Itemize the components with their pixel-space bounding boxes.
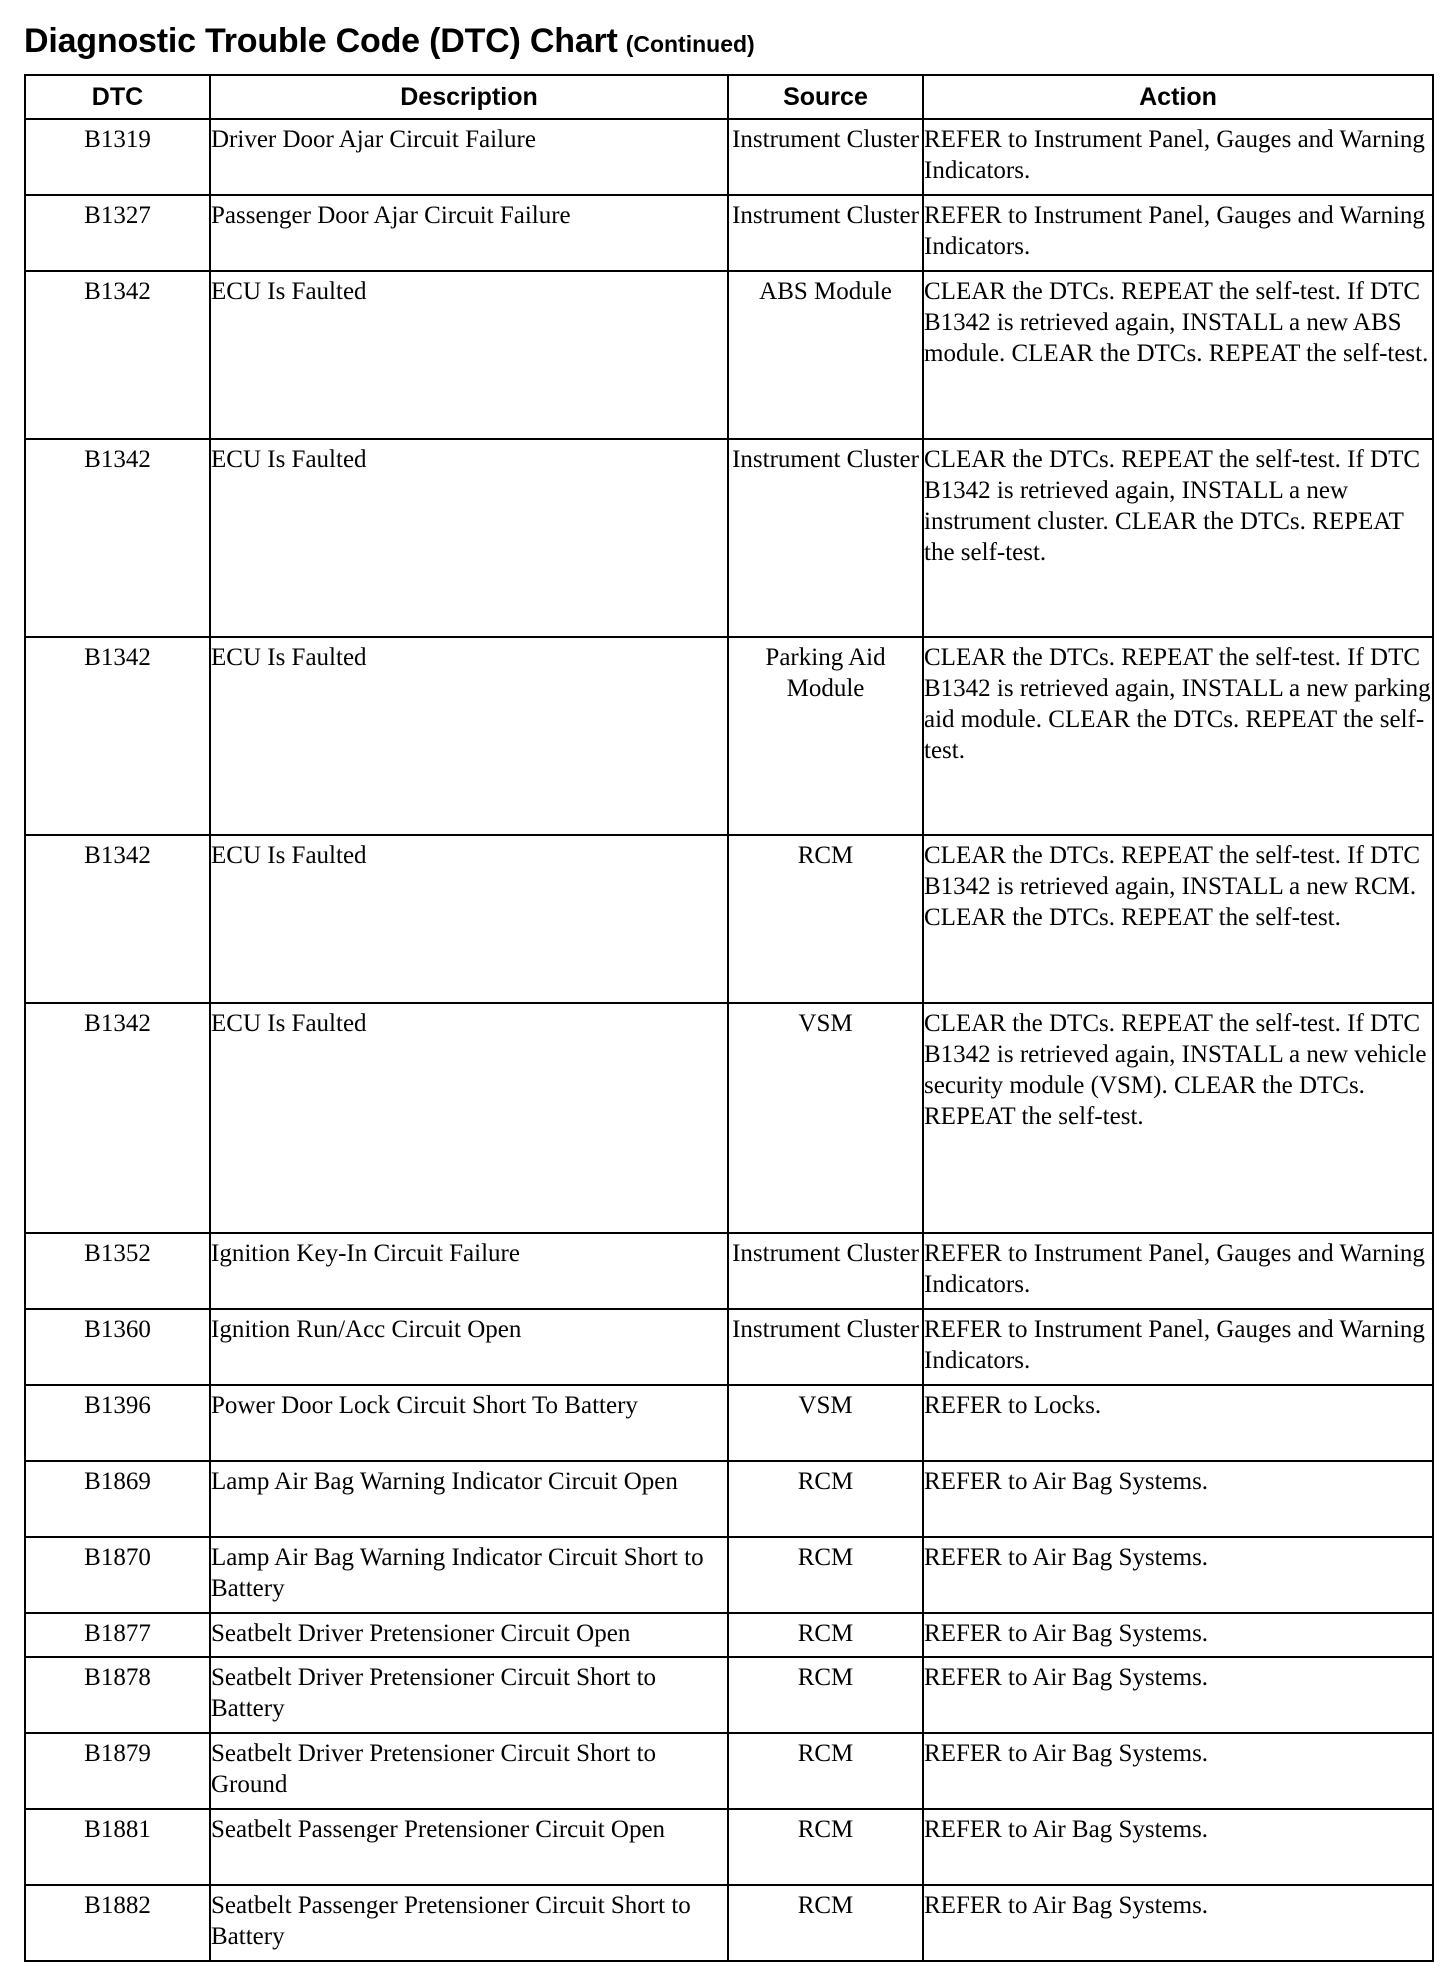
- action-cell: REFER to Air Bag Systems.: [923, 1537, 1433, 1613]
- action-cell: REFER to Locks.: [923, 1385, 1433, 1461]
- source-cell: Instrument Cluster: [728, 119, 923, 195]
- column-header-action: Action: [923, 75, 1433, 119]
- description-cell: ECU Is Faulted: [210, 835, 728, 1003]
- source-cell: Instrument Cluster: [728, 195, 923, 271]
- dtc-cell: B1342: [25, 439, 210, 637]
- dtc-cell: B1360: [25, 1309, 210, 1385]
- description-cell: ECU Is Faulted: [210, 1003, 728, 1233]
- description-cell: Driver Door Ajar Circuit Failure: [210, 119, 728, 195]
- description-cell: ECU Is Faulted: [210, 439, 728, 637]
- description-cell: Seatbelt Passenger Pretensioner Circuit Open: [210, 1809, 728, 1885]
- action-cell: REFER to Air Bag Systems.: [923, 1809, 1433, 1885]
- table-row: [25, 1613, 1433, 1657]
- column-header-source: Source: [728, 75, 923, 119]
- source-cell: RCM: [728, 1885, 923, 1961]
- table-row: [25, 1809, 1433, 1885]
- source-cell: Instrument Cluster: [728, 1309, 923, 1385]
- table-row: [25, 1309, 1433, 1385]
- action-cell: REFER to Air Bag Systems.: [923, 1885, 1433, 1961]
- description-cell: Ignition Run/Acc Circuit Open: [210, 1309, 728, 1385]
- table-row: [25, 195, 1433, 271]
- source-cell: RCM: [728, 1657, 923, 1733]
- dtc-cell: B1882: [25, 1885, 210, 1961]
- description-cell: Seatbelt Driver Pretensioner Circuit Short to Ground: [210, 1733, 728, 1809]
- action-cell: REFER to Air Bag Systems.: [923, 1613, 1433, 1657]
- table-row: [25, 271, 1433, 439]
- table-row: [25, 1885, 1433, 1961]
- dtc-cell: B1342: [25, 637, 210, 835]
- dtc-cell: B1342: [25, 271, 210, 439]
- table-row: [25, 1657, 1433, 1733]
- table-header-row: [25, 75, 1433, 119]
- source-cell: VSM: [728, 1385, 923, 1461]
- source-cell: Instrument Cluster: [728, 439, 923, 637]
- description-cell: Power Door Lock Circuit Short To Battery: [210, 1385, 728, 1461]
- dtc-cell: B1319: [25, 119, 210, 195]
- dtc-table: [24, 74, 1434, 1962]
- action-cell: CLEAR the DTCs. REPEAT the self-test. If DTC B1342 is retrieved again, INSTALL a new vehicle security module (VSM). CLEAR the DTCs. REPEAT the self-test.: [923, 1003, 1433, 1233]
- action-cell: CLEAR the DTCs. REPEAT the self-test. If DTC B1342 is retrieved again, INSTALL a new instrument cluster. CLEAR the DTCs. REPEAT the self-test.: [923, 439, 1433, 637]
- description-cell: Lamp Air Bag Warning Indicator Circuit Short to Battery: [210, 1537, 728, 1613]
- source-cell: RCM: [728, 1461, 923, 1537]
- source-cell: RCM: [728, 1613, 923, 1657]
- table-row: [25, 439, 1433, 637]
- table-row: [25, 835, 1433, 1003]
- table-row: [25, 1385, 1433, 1461]
- action-cell: REFER to Instrument Panel, Gauges and Warning Indicators.: [923, 1233, 1433, 1309]
- dtc-cell: B1870: [25, 1537, 210, 1613]
- action-cell: CLEAR the DTCs. REPEAT the self-test. If DTC B1342 is retrieved again, INSTALL a new RCM. CLEAR the DTCs. REPEAT the self-test.: [923, 835, 1433, 1003]
- description-cell: Seatbelt Passenger Pretensioner Circuit Short to Battery: [210, 1885, 728, 1961]
- dtc-cell: B1342: [25, 1003, 210, 1233]
- description-cell: Seatbelt Driver Pretensioner Circuit Open: [210, 1613, 728, 1657]
- dtc-cell: B1877: [25, 1613, 210, 1657]
- table-row: [25, 1003, 1433, 1233]
- action-cell: REFER to Air Bag Systems.: [923, 1657, 1433, 1733]
- dtc-cell: B1342: [25, 835, 210, 1003]
- description-cell: Lamp Air Bag Warning Indicator Circuit Open: [210, 1461, 728, 1537]
- action-cell: REFER to Instrument Panel, Gauges and Warning Indicators.: [923, 1309, 1433, 1385]
- source-cell: ABS Module: [728, 271, 923, 439]
- source-cell: RCM: [728, 1809, 923, 1885]
- column-header-description: Description: [210, 75, 728, 119]
- action-cell: REFER to Instrument Panel, Gauges and Warning Indicators.: [923, 195, 1433, 271]
- page-title: [24, 22, 755, 61]
- action-cell: REFER to Instrument Panel, Gauges and Warning Indicators.: [923, 119, 1433, 195]
- table-row: [25, 637, 1433, 835]
- source-cell: VSM: [728, 1003, 923, 1233]
- table-row: [25, 119, 1433, 195]
- action-cell: CLEAR the DTCs. REPEAT the self-test. If DTC B1342 is retrieved again, INSTALL a new ABS module. CLEAR the DTCs. REPEAT the self-test.: [923, 271, 1433, 439]
- table-row: [25, 1537, 1433, 1613]
- source-cell: Parking Aid Module: [728, 637, 923, 835]
- source-cell: RCM: [728, 1733, 923, 1809]
- column-header-dtc: DTC: [25, 75, 210, 119]
- dtc-cell: B1881: [25, 1809, 210, 1885]
- page-title-suffix: (Continued): [625, 31, 755, 57]
- dtc-cell: B1869: [25, 1461, 210, 1537]
- action-cell: REFER to Air Bag Systems.: [923, 1733, 1433, 1809]
- table-row: [25, 1233, 1433, 1309]
- dtc-cell: B1352: [25, 1233, 210, 1309]
- dtc-cell: B1327: [25, 195, 210, 271]
- source-cell: RCM: [728, 1537, 923, 1613]
- action-cell: REFER to Air Bag Systems.: [923, 1461, 1433, 1537]
- action-cell: CLEAR the DTCs. REPEAT the self-test. If DTC B1342 is retrieved again, INSTALL a new parking aid module. CLEAR the DTCs. REPEAT the self-test.: [923, 637, 1433, 835]
- source-cell: Instrument Cluster: [728, 1233, 923, 1309]
- table-row: [25, 1461, 1433, 1537]
- dtc-cell: B1878: [25, 1657, 210, 1733]
- description-cell: Passenger Door Ajar Circuit Failure: [210, 195, 728, 271]
- dtc-cell: B1879: [25, 1733, 210, 1809]
- source-cell: RCM: [728, 835, 923, 1003]
- description-cell: ECU Is Faulted: [210, 271, 728, 439]
- description-cell: Seatbelt Driver Pretensioner Circuit Short to Battery: [210, 1657, 728, 1733]
- description-cell: Ignition Key-In Circuit Failure: [210, 1233, 728, 1309]
- description-cell: ECU Is Faulted: [210, 637, 728, 835]
- table-row: [25, 1733, 1433, 1809]
- page-title-text: Diagnostic Trouble Code (DTC) Chart: [24, 22, 618, 60]
- dtc-cell: B1396: [25, 1385, 210, 1461]
